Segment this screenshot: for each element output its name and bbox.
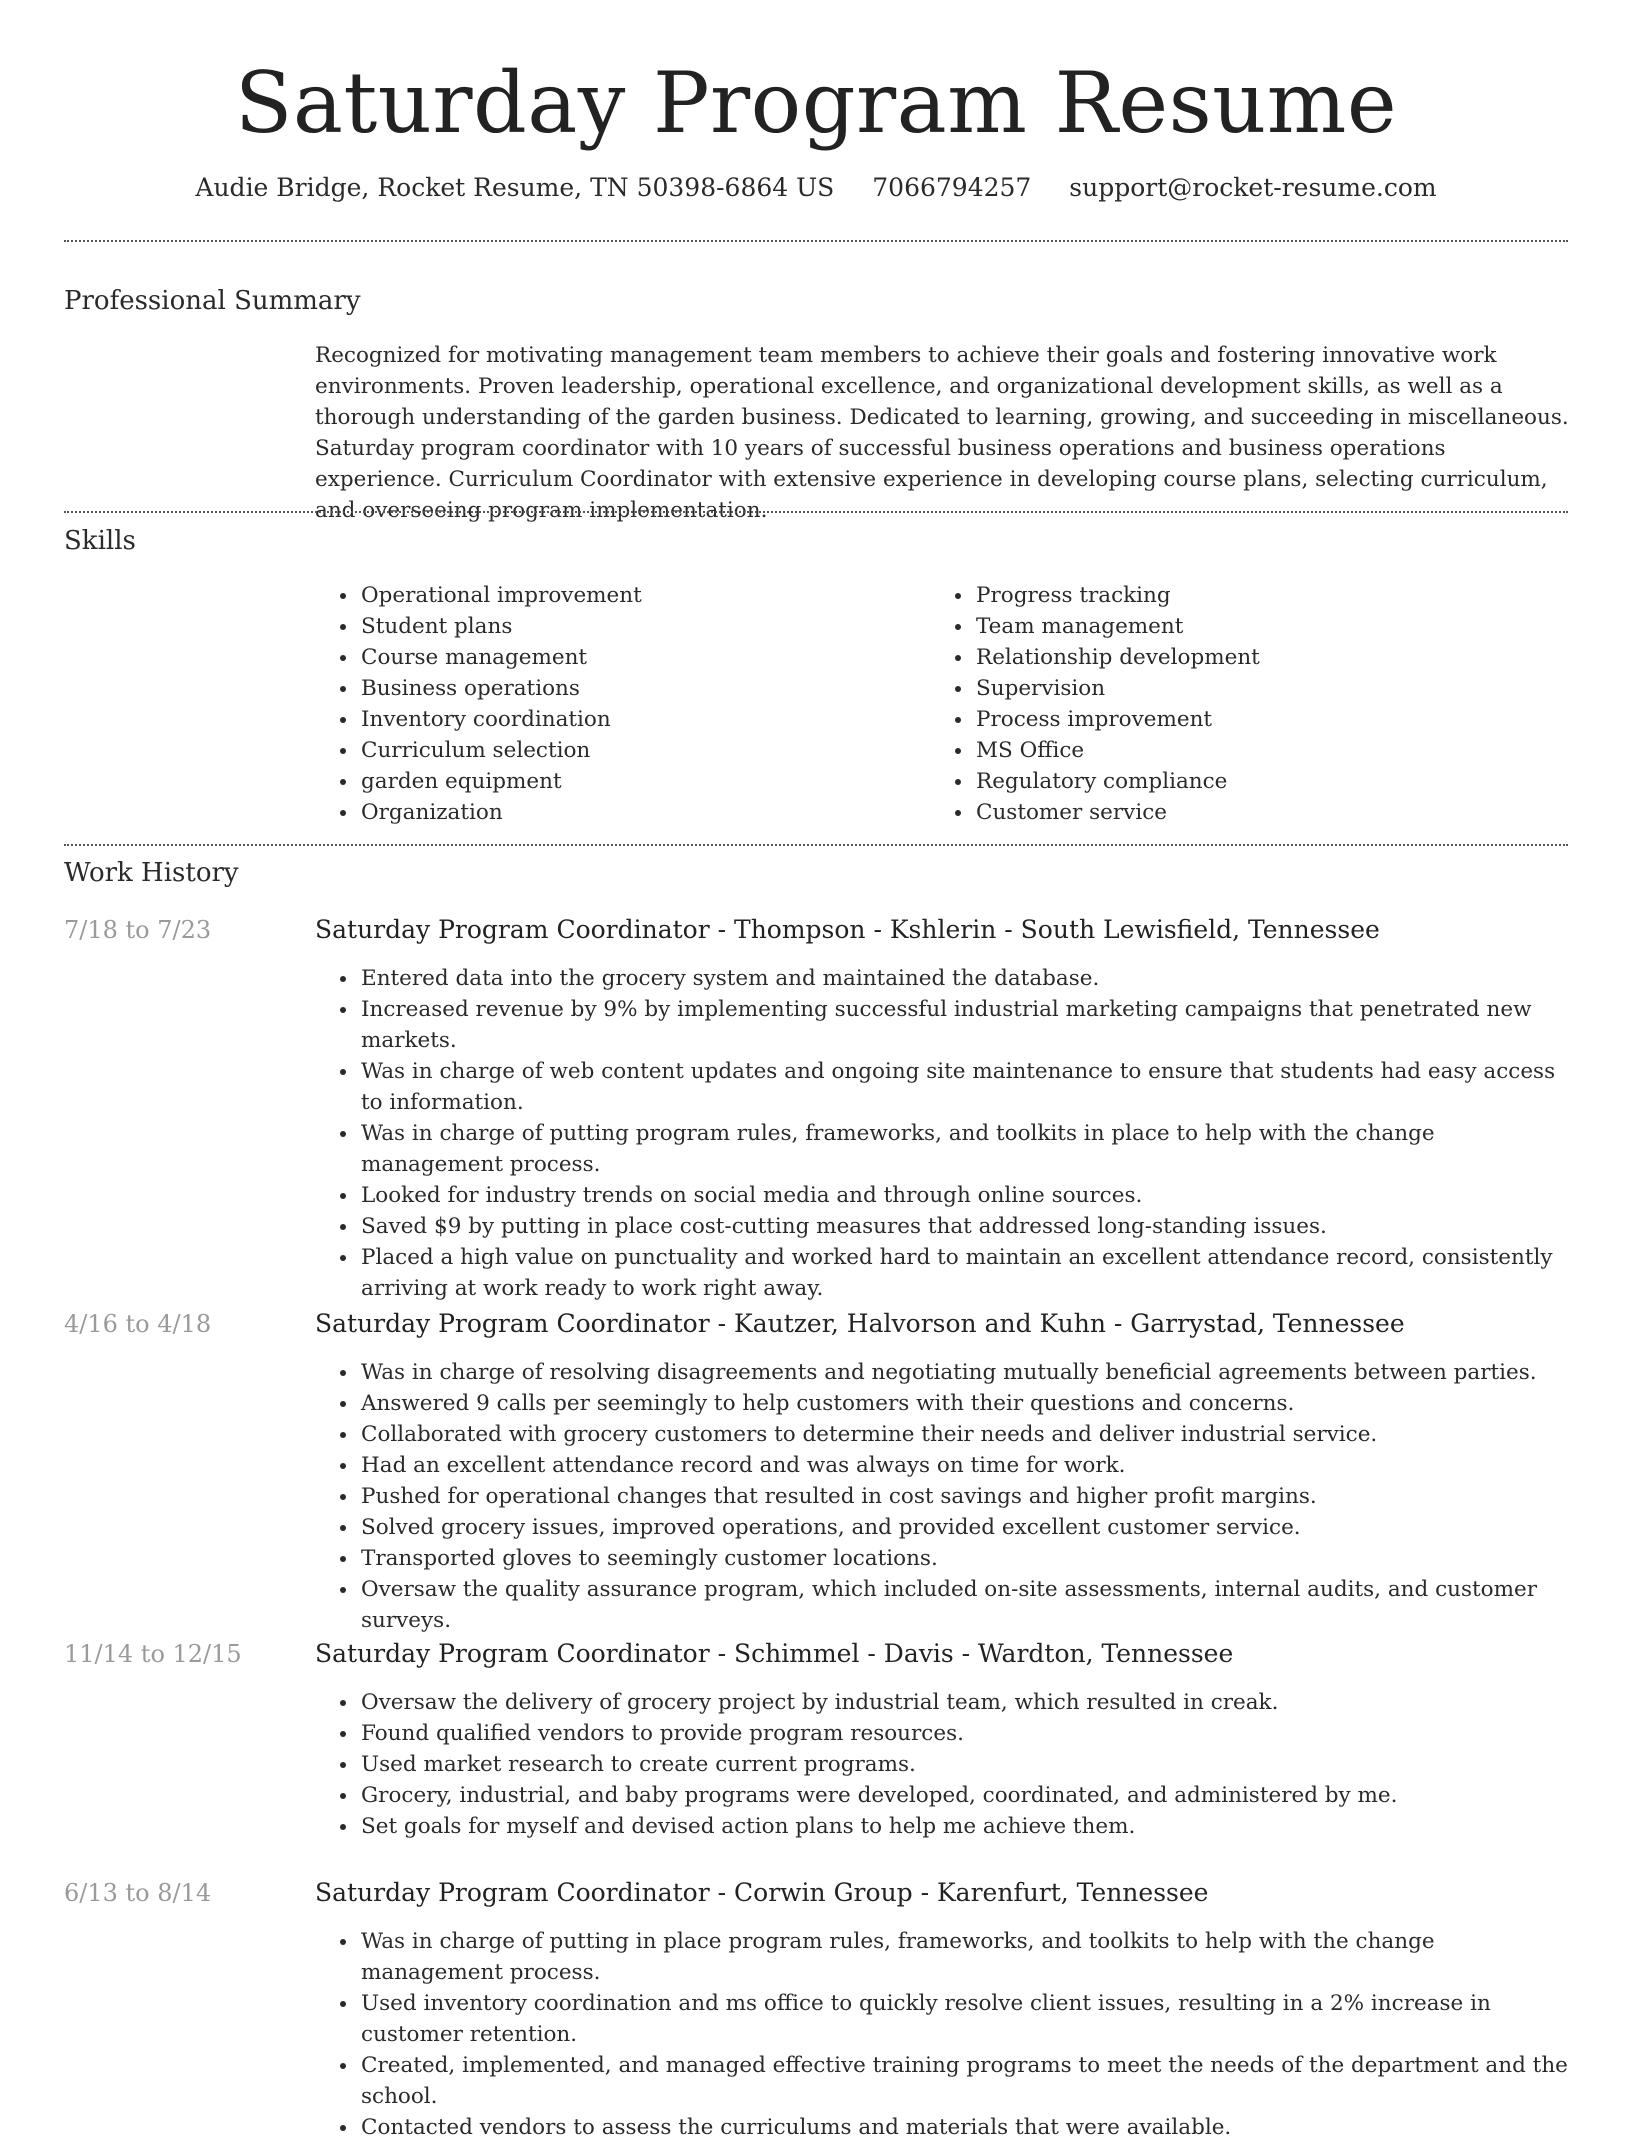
skill-item: • Inventory coordination [359, 704, 919, 735]
job-bullets [315, 1926, 1579, 2143]
job-bullet: • Entered data into the grocery system and maintained the database. [359, 963, 1579, 994]
skill-item: • Customer service [974, 797, 1534, 828]
job-bullet: • Grocery, industrial, and baby programs were developed, coordinated, and administered by me. [359, 1780, 1579, 1811]
job-bullet: • Found qualified vendors to provide program resources. [359, 1718, 1579, 1749]
skill-item: • Relationship development [974, 642, 1534, 673]
summary-heading: Professional Summary [64, 286, 361, 316]
job-bullets [315, 1687, 1579, 1842]
divider [64, 240, 1568, 242]
job-bullet: • Transported gloves to seemingly customer locations. [359, 1543, 1579, 1574]
job-bullet: • Oversaw the delivery of grocery project by industrial team, which resulted in creak. [359, 1687, 1579, 1718]
page-title: Saturday Program Resume [234, 54, 1398, 152]
divider [64, 844, 1568, 846]
job-bullets [315, 1357, 1579, 1636]
skill-item: • Organization [359, 797, 919, 828]
job-bullet: • Contacted vendors to assess the curriculums and materials that were available. [359, 2112, 1579, 2143]
job-bullet: • Increased revenue by 9% by implementing successful industrial marketing campaigns that penetrated new markets. [359, 994, 1579, 1056]
skill-item: • Supervision [974, 673, 1534, 704]
job-bullet: • Used inventory coordination and ms office to quickly resolve client issues, resulting in a 2% increase in customer retention. [359, 1988, 1579, 2050]
job-dates: 11/14 to 12/15 [64, 1640, 242, 1668]
job-bullet: • Created, implemented, and managed effective training programs to meet the needs of the department and the school. [359, 2050, 1579, 2112]
skills-heading: Skills [64, 526, 136, 556]
job-bullet: • Was in charge of web content updates and ongoing site maintenance to ensure that students had easy access to information. [359, 1056, 1579, 1118]
job-bullet: • Looked for industry trends on social media and through online sources. [359, 1180, 1579, 1211]
job-dates: 4/16 to 4/18 [64, 1310, 212, 1338]
skill-item: • Team management [974, 611, 1534, 642]
skill-item: • Progress tracking [974, 580, 1534, 611]
job-bullet: • Used market research to create current programs. [359, 1749, 1579, 1780]
skill-item: • Course management [359, 642, 919, 673]
work-history-heading: Work History [64, 858, 239, 888]
skill-item: • Business operations [359, 673, 919, 704]
summary-text: Recognized for motivating management team members to achieve their goals and fostering innovative work environments. Proven leadership, operational excellence, and organizational development skills, as well as a thorough understanding of the garden business. Dedicated to learning, growing, and succeeding in miscellaneous. Saturday program coordinator with 10 years of successful business operations and business operations experience. Curriculum Coordinator with extensive experience in developing course plans, selecting curriculum, and overseeing program implementation. [315, 343, 1569, 523]
skill-item: • Curriculum selection [359, 735, 919, 766]
job-bullet: • Pushed for operational changes that resulted in cost savings and higher profit margins. [359, 1481, 1579, 1512]
skill-item: • Regulatory compliance [974, 766, 1534, 797]
job-bullet: • Solved grocery issues, improved operations, and provided excellent customer service. [359, 1512, 1579, 1543]
skill-item: • Student plans [359, 611, 919, 642]
job-title: Saturday Program Coordinator - Schimmel - Davis - Wardton, Tennessee [315, 1639, 1234, 1668]
job-bullets [315, 963, 1579, 1304]
job-bullet: • Oversaw the quality assurance program, which included on-site assessments, internal audits, and customer surveys. [359, 1574, 1579, 1636]
job-title: Saturday Program Coordinator - Corwin Group - Karenfurt, Tennessee [315, 1878, 1209, 1907]
job-dates: 6/13 to 8/14 [64, 1879, 212, 1907]
divider [64, 511, 1568, 513]
job-title: Saturday Program Coordinator - Thompson - Kshlerin - South Lewisfield, Tennessee [315, 915, 1380, 944]
job-bullet: • Was in charge of putting in place program rules, frameworks, and toolkits to help with the change management process. [359, 1926, 1579, 1988]
job-bullet: • Was in charge of putting program rules, frameworks, and toolkits in place to help with the change management process. [359, 1118, 1579, 1180]
job-bullet: • Had an excellent attendance record and was always on time for work. [359, 1450, 1579, 1481]
job-bullet: • Saved $9 by putting in place cost-cutting measures that addressed long-standing issues. [359, 1211, 1579, 1242]
skill-item: • MS Office [974, 735, 1534, 766]
job-bullet: • Set goals for myself and devised action plans to help me achieve them. [359, 1811, 1579, 1842]
contact-email: support@rocket-resume.com [1069, 173, 1437, 202]
contact-address: Audie Bridge, Rocket Resume, TN 50398-6864 US [195, 173, 835, 202]
skill-item: • Operational improvement [359, 580, 919, 611]
job-bullet: • Answered 9 calls per seemingly to help customers with their questions and concerns. [359, 1388, 1579, 1419]
skill-item: • Process improvement [974, 704, 1534, 735]
job-title: Saturday Program Coordinator - Kautzer, Halvorson and Kuhn - Garrystad, Tennessee [315, 1309, 1405, 1338]
job-bullet: • Was in charge of resolving disagreements and negotiating mutually beneficial agreements between parties. [359, 1357, 1579, 1388]
skills-list-right [930, 580, 1534, 828]
skill-item: • garden equipment [359, 766, 919, 797]
job-bullet: • Collaborated with grocery customers to determine their needs and deliver industrial service. [359, 1419, 1579, 1450]
contact-phone: 7066794257 [872, 173, 1032, 202]
skills-list-left [315, 580, 919, 828]
contact-line [0, 170, 1632, 206]
job-dates: 7/18 to 7/23 [64, 916, 212, 944]
job-bullet: • Placed a high value on punctuality and worked hard to maintain an excellent attendance record, consistently arriving at work ready to work right away. [359, 1242, 1579, 1304]
